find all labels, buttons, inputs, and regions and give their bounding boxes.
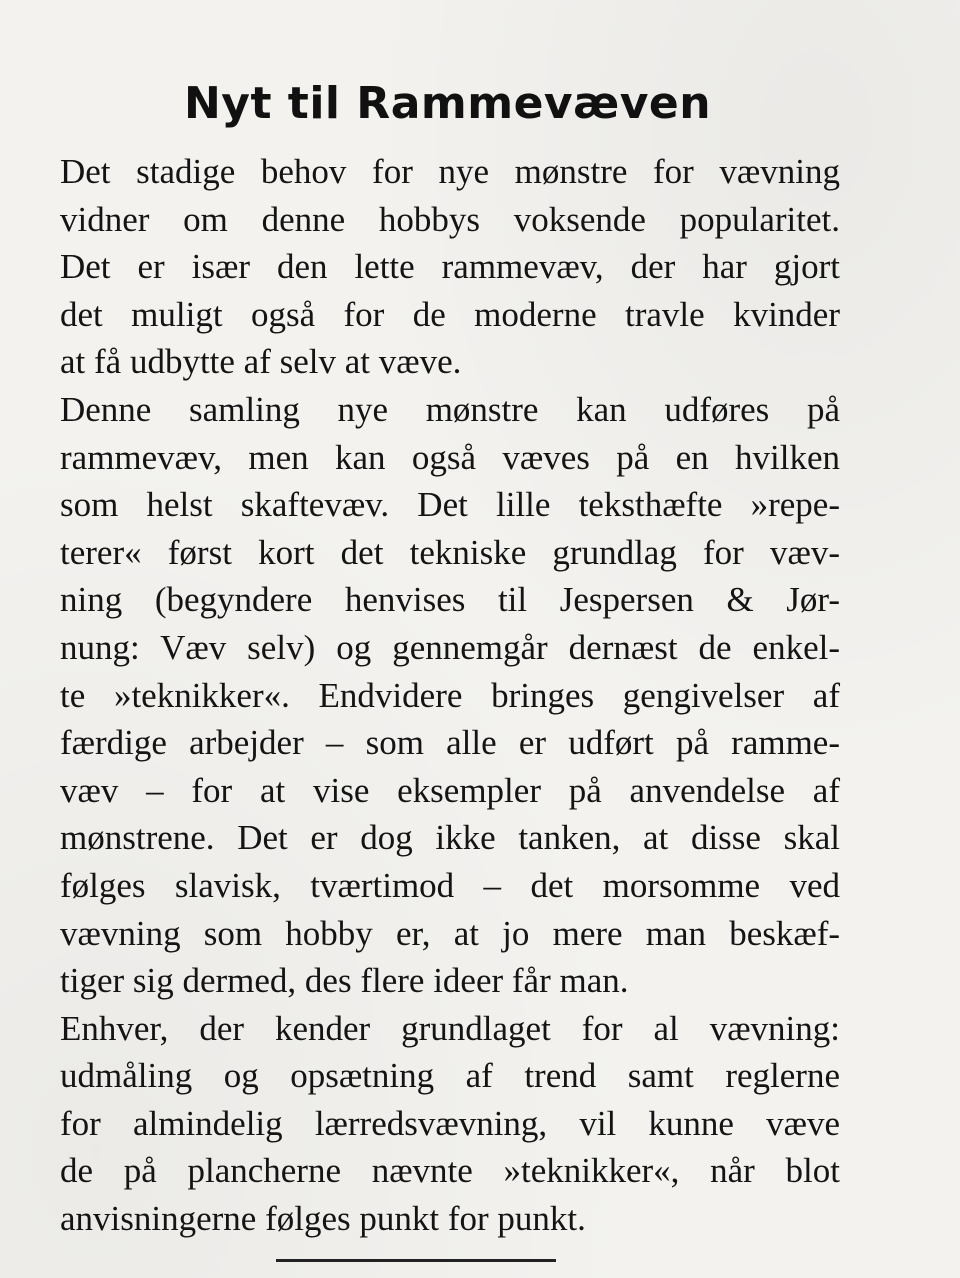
text-line: vævning som hobby er, at jo mere man beskæf-: [60, 913, 840, 953]
text-line: Denne samling nye mønstre kan udføres på: [60, 389, 840, 429]
text-line: terer« først kort det tekniske grundlag for væv-: [60, 532, 840, 572]
text-line: rammevæv, men kan også væves på en hvilken: [60, 437, 840, 477]
page-title: Nyt til Rammevæven: [183, 78, 712, 129]
text-line: færdige arbejder – som alle er udført på ramme-: [60, 723, 840, 763]
text-line: anvisningerne følges punkt for punkt.: [60, 1199, 586, 1239]
text-line: for almindelig lærredsvævning, vil kunne væve: [60, 1103, 840, 1143]
text-line: væv – for at vise eksempler på anvendelse af: [60, 770, 840, 810]
text-line: de på plancherne nævnte »teknikker«, når blot: [60, 1151, 840, 1191]
text-line: Det stadige behov for nye mønstre for vævning: [60, 152, 840, 191]
text-line: nung: Væv selv) og gennemgår dernæst de enkel-: [60, 627, 840, 667]
text-line: følges slavisk, tværtimod – det morsomme ved: [60, 865, 840, 905]
text-line: det muligt også for de moderne travle kvinder: [60, 294, 840, 334]
text-line: vidner om denne hobbys voksende popularitet.: [60, 199, 840, 239]
text-line: Enhver, der kender grundlaget for al vævning:: [60, 1008, 840, 1048]
text-line: tiger sig dermed, des flere ideer får man.: [60, 961, 629, 1001]
text-line: ning (begyndere henvises til Jespersen & Jør-: [60, 580, 840, 620]
text-line: te »teknikker«. Endvidere bringes gengivelser af: [60, 675, 840, 715]
text-line: at få udbytte af selv at væve.: [60, 342, 462, 382]
end-divider: [276, 1259, 556, 1262]
article-body: [60, 148, 840, 1243]
text-line: som helst skaftevæv. Det lille teksthæfte »repe-: [60, 485, 840, 525]
text-line: mønstrene. Det er dog ikke tanken, at disse skal: [60, 818, 840, 858]
text-line: udmåling og opsætning af trend samt reglerne: [60, 1056, 840, 1096]
text-line: Det er især den lette rammevæv, der har gjort: [60, 247, 840, 287]
